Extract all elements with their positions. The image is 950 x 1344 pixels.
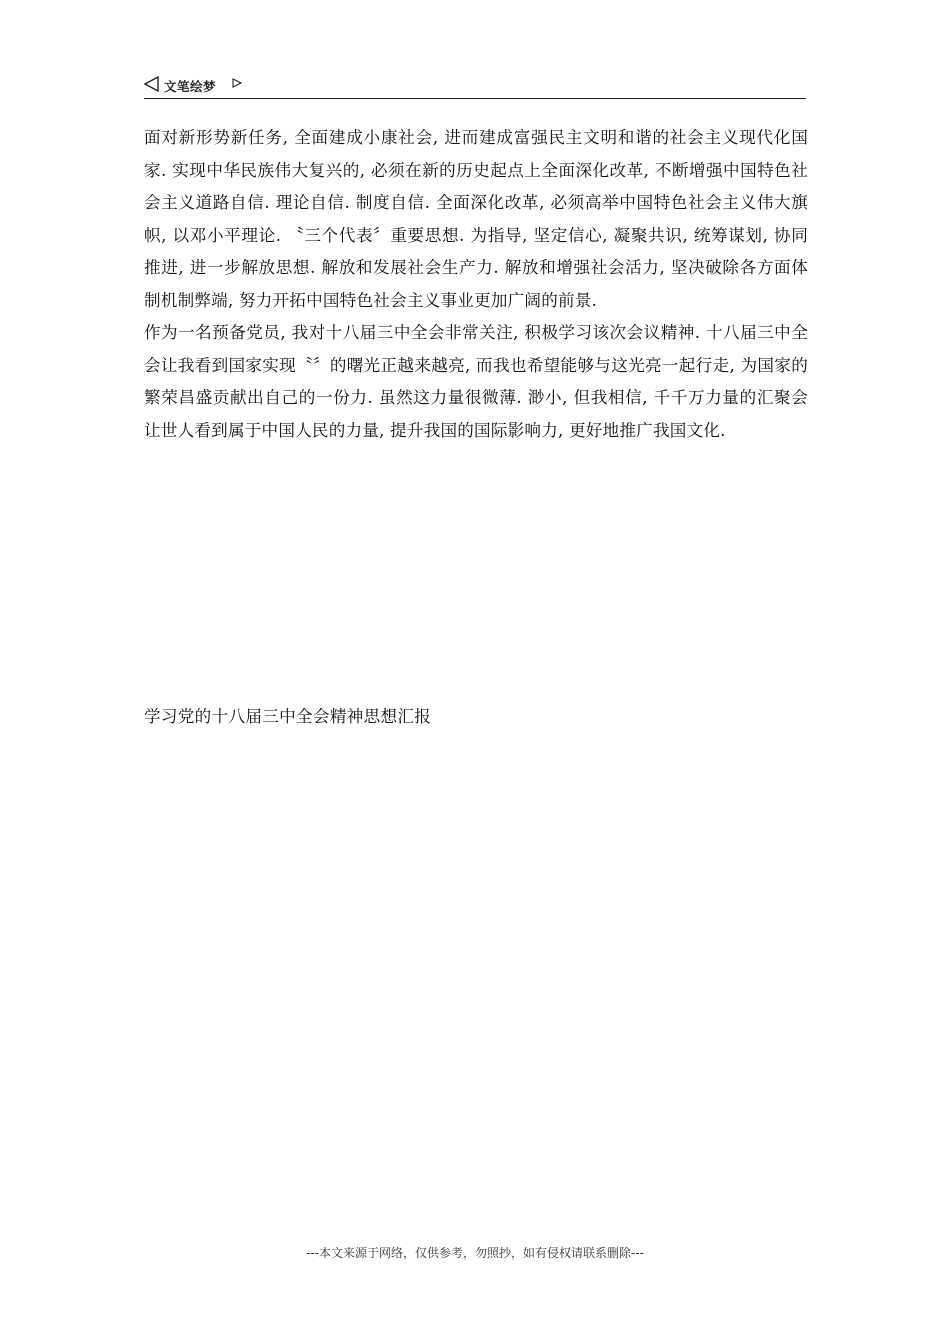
triangle-right-icon — [232, 78, 242, 88]
footer-notice: ---本文来源于网络，仅供参考，勿照抄，如有侵权请联系删除--- — [306, 1246, 644, 1260]
header-brand: 文笔绘梦 — [164, 79, 217, 94]
document-subtitle: 学习党的十八届三中全会精神思想汇报 — [144, 707, 432, 726]
paragraph: 作为一名预备党员, 我对十八届三中全会非常关注, 积极学习该次会议精神. 十八届三中全会让我看到国家实现〝〞的曙光正越来越亮, 而我也希望能够与这光亮一起行走, 为国家的繁荣昌盛贡献出自己的一份力. 虽然这力量很微薄. 渺小, 但我相信, 千千万力量的汇聚会让世人看到属于中国人民的力量, 提升我国的国际影响力, 更好地推广我国文化. — [144, 323, 808, 440]
paragraph: 面对新形势新任务, 全面建成小康社会, 进而建成富强民主文明和谐的社会主义现代化国家. 实现中华民族伟大复兴的, 必须在新的历史起点上全面深化改革, 不断增强中国特色社会主义道路自信. 理论自信. 制度自信. 全面深化改革, 必须高举中国特色社会主义伟大旗帜, 以邓小平理论. 〝三个代表〞重要思想. 为指导, 坚定信心, 凝聚共识, 统筹谋划, 协同推进, 进一步解放思想. 解放和发展社会生产力. 解放和增强社会活力, 坚决破除各方面体制机制弊端, 努力开拓中国特色社会主义事业更加广阔的前景. — [144, 128, 808, 310]
document-body — [144, 122, 808, 447]
page-header — [144, 72, 806, 99]
